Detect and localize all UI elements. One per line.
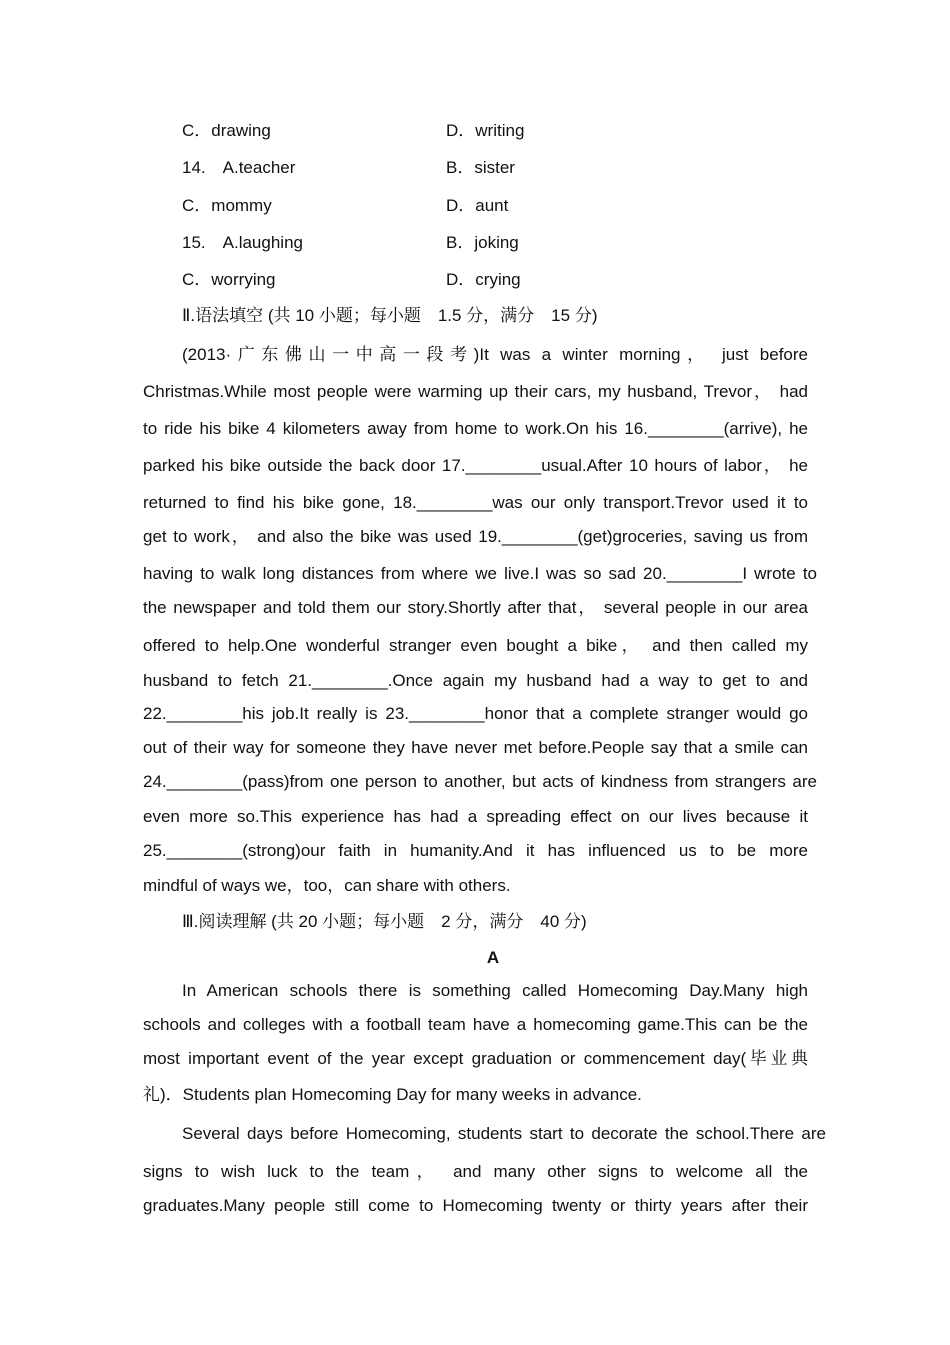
- passage-line: offered to help.One wonderful stranger even bought a bike， and then called my: [143, 636, 808, 655]
- reading-line: graduates.Many people still come to Homecoming twenty or thirty years after their: [143, 1196, 808, 1215]
- question-15-option-b: B．joking: [446, 233, 519, 252]
- option-d-writing: D．writing: [446, 121, 525, 140]
- passage-line: out of their way for someone they have never met before.People say that a smile can: [143, 738, 808, 757]
- passage-line: Christmas.While most people were warming up their cars, my husband, Trevor， had: [143, 382, 808, 401]
- question-14-option-b: B．sister: [446, 158, 515, 177]
- reading-line: schools and colleges with a football team have a homecoming game.This can be the: [143, 1015, 808, 1034]
- passage-line: 22.________his job.It really is 23.________honor that a complete stranger would go: [143, 704, 808, 723]
- question-15-option-d: D．crying: [446, 270, 521, 289]
- passage-line: 24.________(pass)from one person to another, but acts of kindness from strangers are: [143, 772, 817, 791]
- question-14-option-c: C．mommy: [182, 196, 272, 215]
- passage-line: husband to fetch 21.________.Once again my husband had a way to get to and: [143, 671, 808, 690]
- question-15-option-c: C．worrying: [182, 270, 276, 289]
- reading-line: In American schools there is something called Homecoming Day.Many high: [182, 981, 808, 1000]
- passage-line: parked his bike outside the back door 17.________usual.After 10 hours of labor， he: [143, 456, 808, 475]
- passage-line: to ride his bike 4 kilometers away from home to work.On his 16.________(arrive), he: [143, 419, 808, 438]
- passage-line: get to work， and also the bike was used 19.________(get)groceries, saving us from: [143, 527, 808, 546]
- reading-line: 礼)．Students plan Homecoming Day for many weeks in advance.: [143, 1085, 642, 1104]
- section-2-title: Ⅱ.语法填空 (共 10 小题；每小题 1.5 分，满分 15 分): [182, 306, 598, 325]
- passage-line: having to walk long distances from where we live.I was so sad 20.________I wrote to: [143, 564, 817, 583]
- passage-line: (2013·广东佛山一中高一段考)It was a winter morning， just before: [182, 345, 808, 364]
- passage-line: returned to find his bike gone, 18.________was our only transport.Trevor used it to: [143, 493, 808, 512]
- passage-line: 25.________(strong)our faith in humanity.And it has influenced us to be more: [143, 841, 808, 860]
- reading-line: most important event of the year except graduation or commencement day(毕业典: [143, 1049, 808, 1068]
- passage-label: A: [486, 948, 500, 967]
- reading-line: signs to wish luck to the team， and many other signs to welcome all the: [143, 1162, 808, 1181]
- passage-line: mindful of ways we，too，can share with others.: [143, 876, 511, 895]
- question-14-option-a: 14. A.teacher: [182, 158, 296, 177]
- reading-line: Several days before Homecoming, students start to decorate the school.There are: [182, 1124, 826, 1143]
- question-14-option-d: D．aunt: [446, 196, 509, 215]
- passage-line: even more so.This experience has had a spreading effect on our lives because it: [143, 807, 808, 826]
- passage-line: the newspaper and told them our story.Shortly after that， several people in our area: [143, 598, 808, 617]
- option-c-drawing: C．drawing: [182, 121, 271, 140]
- question-15-option-a: 15. A.laughing: [182, 233, 303, 252]
- section-3-title: Ⅲ.阅读理解 (共 20 小题；每小题 2 分，满分 40 分): [182, 912, 587, 931]
